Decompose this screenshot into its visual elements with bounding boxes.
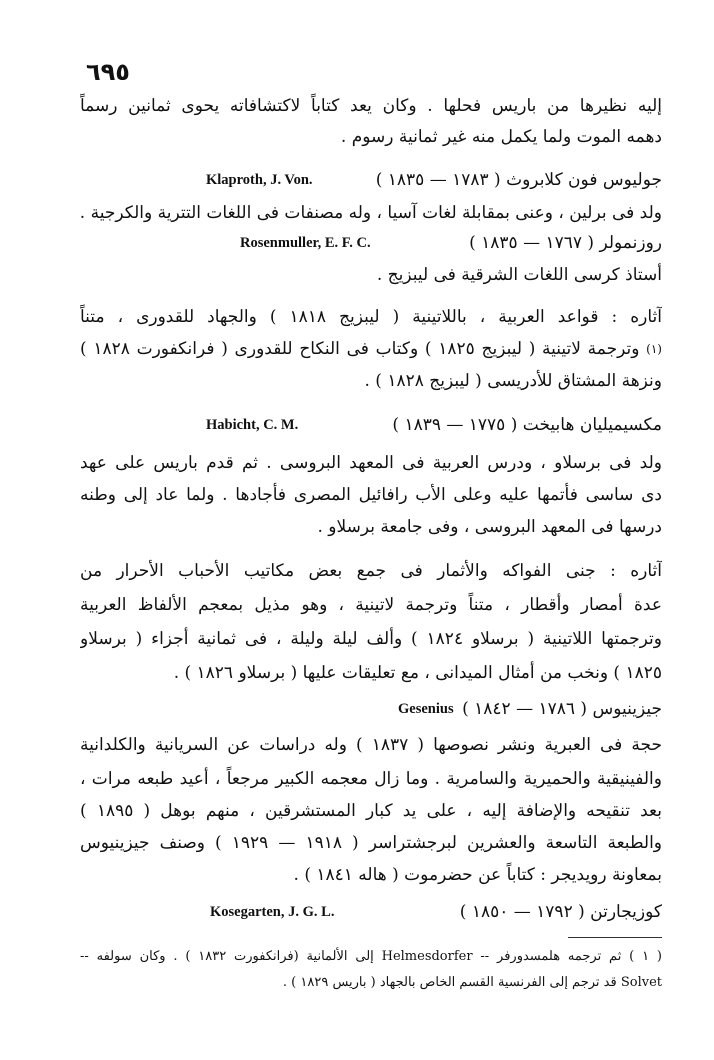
footnote-marker: (١) bbox=[646, 342, 662, 356]
text-line: بعد تنقيحه والإضافة إليه ، على يد كبار المستشرقين ، منهم بوهل ( ١٨٩٥ ) bbox=[80, 801, 662, 821]
heading-latin: Kosegarten, J. G. L. bbox=[210, 904, 335, 920]
footnote-line: ( ١ ) ثم ترجمه هلمسدورفر -- Helmesdorfer إلى الألمانية (فرانكفورت ١٨٣٢ ) . وكان سولفه -- bbox=[80, 949, 662, 964]
heading-arabic: جوليوس فون كلابروث ( ١٧٨٣ — ١٨٣٥ ) bbox=[375, 170, 662, 190]
text-line: ١٨٢٥ ) ونخب من أمثال الميدانى ، مع تعليقات عليها ( برسلاو ١٨٢٦ ) . bbox=[173, 663, 662, 683]
text-line: ونزهة المشتاق للأدريسى ( ليبزيج ١٨٢٨ ) . bbox=[364, 371, 662, 391]
text-line: أستاذ كرسى اللغات الشرقية فى ليبزيج . bbox=[376, 265, 662, 285]
footnote-divider bbox=[568, 937, 662, 938]
text-line: ولد فى برسلاو ، ودرس العربية فى المعهد البروسى . ثم قدم باريس على عهد bbox=[80, 453, 662, 473]
text-line: آثاره : جنى الفواكه والأثمار فى جمع بعض مكاتيب الأحباب الأحرار من bbox=[80, 561, 662, 581]
text-line: بمعاونة رويديجر : كتاباً عن حضرموت ( هاله ١٨٤١ ) . bbox=[293, 865, 662, 885]
text-line: والفينيقية والحميرية والسامرية . وما زال معجمه الكبير مرجعاً ، أعيد طبعه مرات ، bbox=[80, 769, 662, 789]
heading-arabic: كوزيجارتن ( ١٧٩٢ — ١٨٥٠ ) bbox=[459, 902, 662, 922]
text-line-body: وترجمة لاتينية ( ليبزيج ١٨٢٥ ) وكتاب فى النكاح للقدورى ( فرانكفورت ١٨٢٨ ) bbox=[80, 339, 640, 359]
text-line bbox=[80, 334, 662, 364]
text-line: دهمه الموت ولما يكمل منه غير ثمانية رسوم . bbox=[340, 127, 662, 147]
text-line: درسها فى المعهد البروسى ، وفى جامعة برسلاو . bbox=[317, 517, 662, 537]
heading-arabic: مكسيميليان هابيخت ( ١٧٧٥ — ١٨٣٩ ) bbox=[392, 415, 662, 435]
text-line: إليه نظيرها من باريس فحلها . وكان يعد كتاباً لاكتشافاته يحوى ثمانين رسماً bbox=[80, 96, 662, 116]
heading-latin: Habicht, C. M. bbox=[206, 417, 299, 433]
heading-latin: Klaproth, J. Von. bbox=[206, 172, 313, 188]
entry-heading-klaproth bbox=[80, 165, 662, 195]
entry-heading-gesenius bbox=[80, 694, 662, 724]
text-line: وترجمتها اللاتينية ( برسلاو ١٨٢٤ ) وألف ليلة وليلة ، فى ثمانية أجزاء ( برسلاو bbox=[80, 629, 662, 649]
page-number: ٦٩٥ bbox=[86, 58, 130, 86]
heading-arabic: جيزينيوس ( ١٧٨٦ — ١٨٤٢ ) bbox=[462, 699, 662, 719]
footnote-line: Solvet قد ترجم إلى الفرنسية القسم الخاص بالجهاد ( باريس ١٨٢٩ ) . bbox=[282, 975, 662, 990]
heading-latin: Gesenius bbox=[398, 701, 454, 717]
entry-heading-habicht bbox=[80, 410, 662, 440]
heading-arabic: روزنمولر ( ١٧٦٧ — ١٨٣٥ ) bbox=[469, 233, 662, 253]
text-line: دى ساسى فأتمها عليه وعلى الأب رافائيل المصرى فأجادها . ولما عاد إلى وطنه bbox=[80, 485, 662, 505]
text-line: حجة فى العبرية ونشر نصوصها ( ١٨٣٧ ) وله دراسات عن السريانية والكلدانية bbox=[80, 735, 662, 755]
text-line: عدة أمصار وأقطار ، متناً وترجمة لاتينية ، وهو مذيل بمعجم الألفاظ العربية bbox=[80, 595, 662, 615]
text-line: ولد فى برلين ، وعنى بمقابلة لغات آسيا ، وله مصنفات فى اللغات التترية والكرجية . bbox=[80, 203, 662, 223]
text-line: والطبعة التاسعة والعشرين لبرجشتراسر ( ١٩١٨ — ١٩٢٩ ) وصنف جيزينيوس bbox=[80, 833, 662, 853]
entry-heading-kosegarten bbox=[80, 897, 662, 927]
entry-heading-rosenmuller bbox=[80, 228, 662, 258]
text-line: آثاره : قواعد العربية ، باللاتينية ( ليبزيج ١٨١٨ ) والجهاد للقدورى ، متناً bbox=[80, 307, 662, 327]
heading-latin: Rosenmuller, E. F. C. bbox=[240, 235, 371, 251]
